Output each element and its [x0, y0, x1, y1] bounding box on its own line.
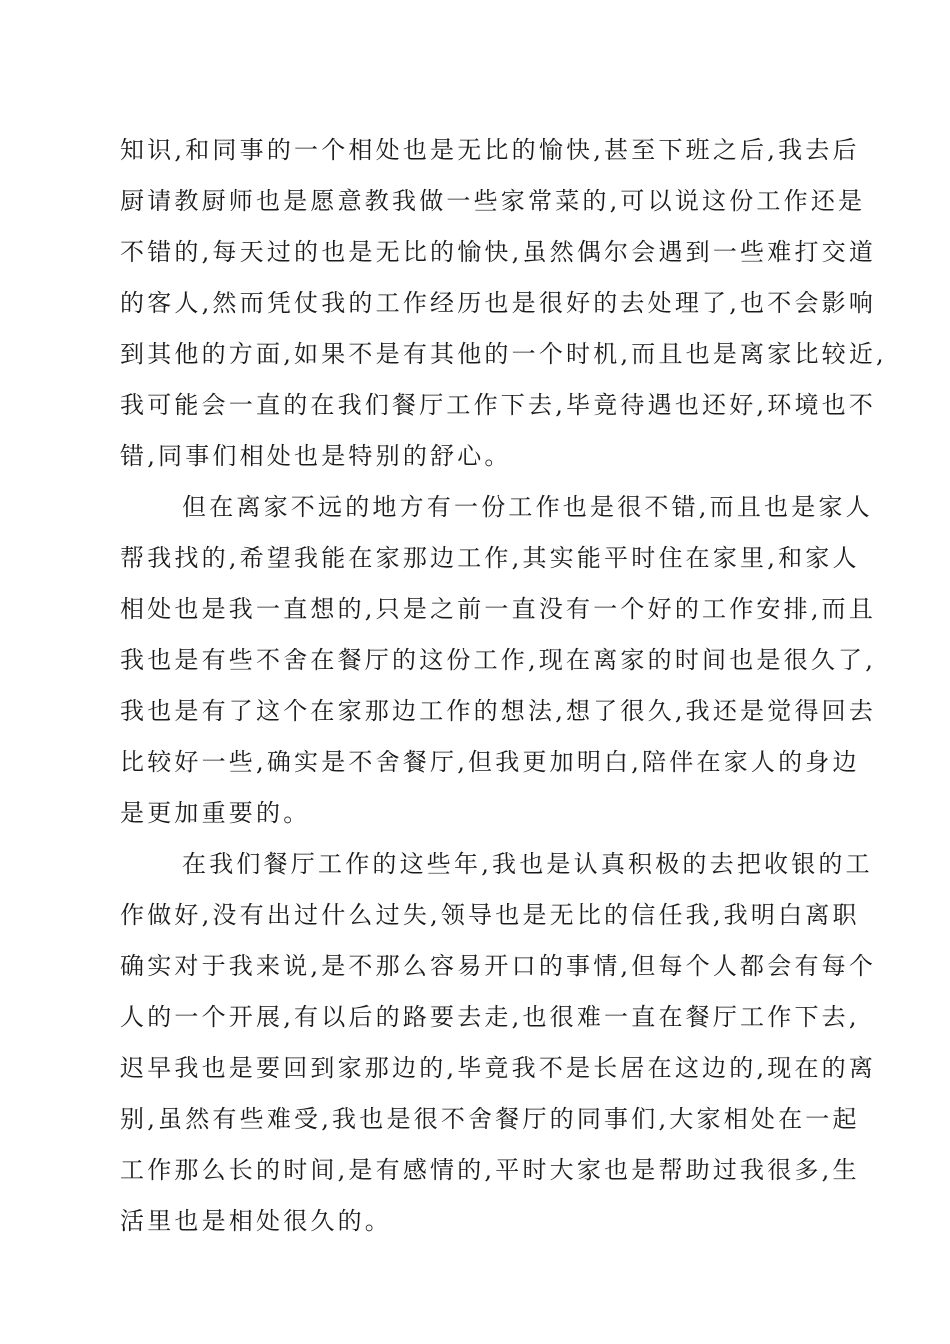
text-line: 我可能会一直的在我们餐厅工作下去,毕竟待遇也还好,环境也不 — [120, 391, 877, 419]
text-line: 相处也是我一直想的,只是之前一直没有一个好的工作安排,而且 — [120, 595, 877, 623]
text-line: 迟早我也是要回到家那边的,毕竟我不是长居在这边的,现在的离 — [120, 1054, 877, 1082]
body-text — [120, 127, 887, 1249]
text-line: 活里也是相处很久的。 — [120, 1207, 392, 1235]
paragraph-first-line: 但在离家不远的地方有一份工作也是很不错,而且也是家人 — [182, 493, 873, 521]
text-line: 不错的,每天过的也是无比的愉快,虽然偶尔会遇到一些难打交道 — [120, 238, 877, 266]
text-line: 厨请教厨师也是愿意教我做一些家常菜的,可以说这份工作还是 — [120, 187, 866, 215]
text-line: 别,虽然有些难受,我也是很不舍餐厅的同事们,大家相处在一起 — [120, 1105, 860, 1133]
text-line: 知识,和同事的一个相处也是无比的愉快,甚至下班之后,我去后 — [120, 136, 860, 164]
paragraph-first-line: 在我们餐厅工作的这些年,我也是认真积极的去把收银的工 — [182, 850, 873, 878]
text-line: 帮我找的,希望我能在家那边工作,其实能平时住在家里,和家人 — [120, 544, 860, 572]
text-line: 错,同事们相处也是特别的舒心。 — [120, 442, 512, 470]
text-line: 人的一个开展,有以后的路要去走,也很难一直在餐厅工作下去, — [120, 1003, 860, 1031]
text-line: 工作那么长的时间,是有感情的,平时大家也是帮助过我很多,生 — [120, 1156, 860, 1184]
text-line: 是更加重要的。 — [120, 799, 311, 827]
text-line: 的客人,然而凭仗我的工作经历也是很好的去处理了,也不会影响 — [120, 289, 877, 317]
text-line: 我也是有些不舍在餐厅的这份工作,现在离家的时间也是很久了, — [120, 646, 877, 674]
text-line: 作做好,没有出过什么过失,领导也是无比的信任我,我明白离职 — [120, 901, 860, 929]
text-line: 比较好一些,确实是不舍餐厅,但我更加明白,陪伴在家人的身边 — [120, 748, 860, 776]
text-line: 到其他的方面,如果不是有其他的一个时机,而且也是离家比较近, — [120, 340, 887, 368]
text-line: 我也是有了这个在家那边工作的想法,想了很久,我还是觉得回去 — [120, 697, 877, 725]
text-line: 确实对于我来说,是不那么容易开口的事情,但每个人都会有每个 — [120, 952, 877, 980]
